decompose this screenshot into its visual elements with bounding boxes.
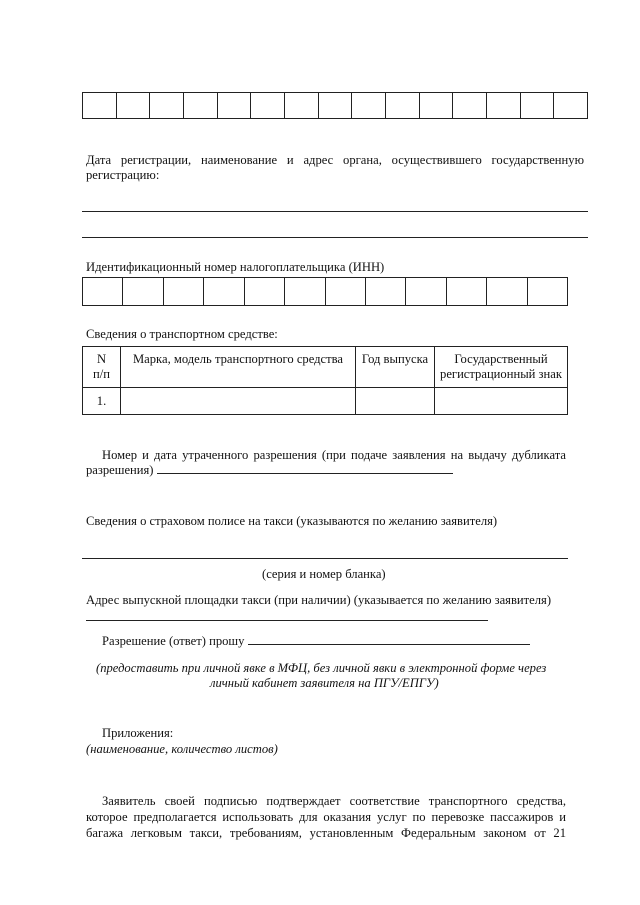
insurance-caption: (серия и номер бланка)	[262, 567, 386, 581]
code-cell[interactable]	[386, 93, 420, 118]
declaration-line-3: багажа легковым такси, требованиям, установленным Федеральным законом от 21	[86, 826, 566, 840]
inn-cell[interactable]	[204, 278, 244, 305]
lost-permit-label-cont: разрешения)	[86, 463, 154, 477]
attachments-hint: (наименование, количество листов)	[86, 742, 278, 756]
inn-cell[interactable]	[245, 278, 285, 305]
inn-cell[interactable]	[447, 278, 487, 305]
inn-cell[interactable]	[487, 278, 527, 305]
code-cell[interactable]	[150, 93, 184, 118]
inn-cell[interactable]	[326, 278, 366, 305]
top-code-cells[interactable]	[82, 92, 588, 119]
inn-cell[interactable]	[366, 278, 406, 305]
registration-label: Дата регистрации, наименование и адрес органа, осуществившего государственную	[86, 153, 584, 167]
code-cell[interactable]	[420, 93, 454, 118]
table-row	[83, 388, 568, 415]
code-cell[interactable]	[521, 93, 555, 118]
header-number: N п/п	[83, 347, 121, 388]
lost-permit-label: Номер и дата утраченного разрешения (при подаче заявления на выдачу дубликата	[102, 448, 566, 462]
lost-permit-row	[86, 462, 453, 478]
taxi-stand-line[interactable]	[86, 620, 488, 621]
response-hint-2: личный кабинет заявителя на ПГУ/ЕПГУ)	[210, 676, 439, 690]
header-plate: Государственный регистрационный знак	[435, 347, 568, 388]
response-row	[102, 633, 530, 649]
code-cell[interactable]	[83, 93, 117, 118]
header-year: Год выпуска	[356, 347, 435, 388]
inn-cell[interactable]	[123, 278, 163, 305]
vehicle-section-label: Сведения о транспортном средстве:	[86, 327, 278, 341]
insurance-line[interactable]	[82, 558, 568, 559]
taxi-stand-label: Адрес выпускной площадки такси (при наличии) (указывается по желанию заявителя)	[86, 593, 552, 607]
code-cell[interactable]	[251, 93, 285, 118]
response-hint-1: (предоставить при личной явке в МФЦ, без личной явки в электронной форме через	[96, 661, 547, 675]
response-label: Разрешение (ответ) прошу	[102, 634, 245, 648]
row-year-cell[interactable]	[356, 388, 435, 415]
code-cell[interactable]	[117, 93, 151, 118]
registration-label-cont: регистрацию:	[86, 168, 160, 182]
registration-line-1[interactable]	[82, 211, 588, 212]
row-number: 1.	[83, 388, 121, 415]
code-cell[interactable]	[554, 93, 587, 118]
code-cell[interactable]	[352, 93, 386, 118]
code-cell[interactable]	[487, 93, 521, 118]
code-cell[interactable]	[218, 93, 252, 118]
inn-cell[interactable]	[285, 278, 325, 305]
row-model-cell[interactable]	[121, 388, 356, 415]
vehicle-table-header	[83, 347, 568, 388]
header-model: Марка, модель транспортного средства	[121, 347, 356, 388]
code-cell[interactable]	[319, 93, 353, 118]
inn-cell[interactable]	[406, 278, 446, 305]
code-cell[interactable]	[453, 93, 487, 118]
row-plate-cell[interactable]	[435, 388, 568, 415]
declaration-line-1: Заявитель своей подписью подтверждает соответствие транспортного средства,	[102, 794, 566, 808]
inn-cell[interactable]	[164, 278, 204, 305]
registration-line-2[interactable]	[82, 237, 588, 238]
response-field[interactable]	[248, 633, 530, 645]
inn-cell[interactable]	[83, 278, 123, 305]
lost-permit-field[interactable]	[157, 462, 453, 474]
declaration-line-2: которое предполагается использовать для оказания услуг по перевозке пассажиров и	[86, 810, 566, 824]
inn-label: Идентификационный номер налогоплательщика (ИНН)	[86, 260, 385, 274]
code-cell[interactable]	[285, 93, 319, 118]
attachments-label: Приложения:	[102, 726, 174, 740]
code-cell[interactable]	[184, 93, 218, 118]
insurance-label: Сведения о страховом полисе на такси (указываются по желанию заявителя)	[86, 514, 498, 528]
inn-cells[interactable]	[82, 277, 568, 306]
vehicle-table	[82, 346, 568, 415]
inn-cell[interactable]	[528, 278, 567, 305]
